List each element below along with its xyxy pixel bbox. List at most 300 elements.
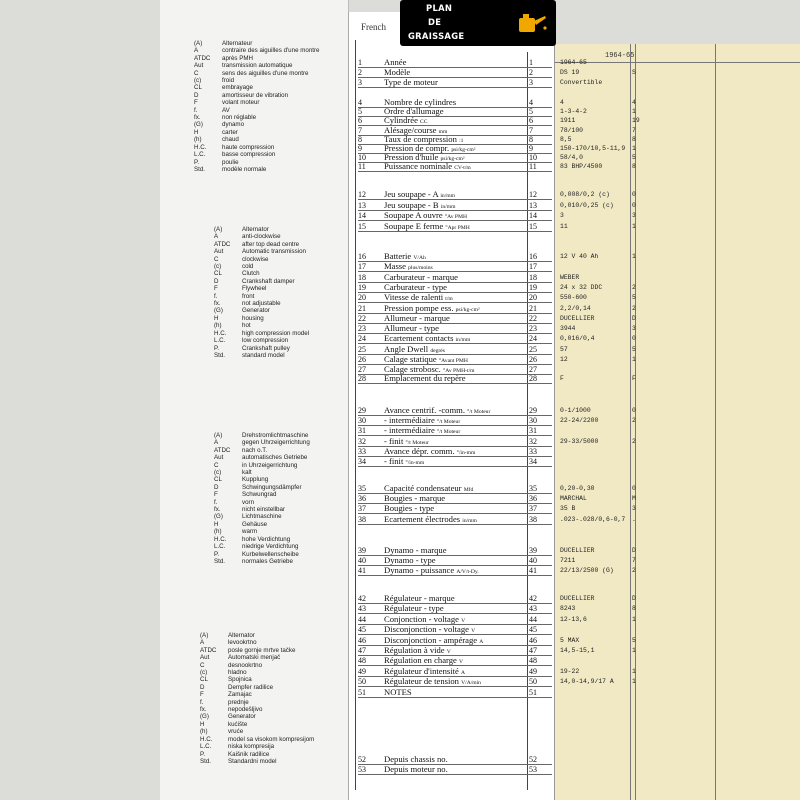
row-unit: mm — [438, 128, 448, 135]
value-model-2: M — [632, 495, 636, 503]
legend-meaning: kućište — [228, 720, 248, 728]
legend-abbreviation: L.C. — [214, 337, 226, 345]
row-number: 34 — [358, 457, 366, 466]
row-number-right: 40 — [529, 556, 537, 566]
legend-abbreviation: H — [200, 720, 205, 728]
legend-entry — [200, 691, 314, 698]
legend-entry — [194, 136, 320, 143]
legend-meaning: desnookrtno — [228, 661, 263, 669]
row-unit: V — [446, 649, 451, 655]
legend-abbreviation: (G) — [214, 307, 223, 315]
legend-meaning: niska kompresija — [228, 743, 275, 751]
row-label-text: Modèle — [384, 67, 411, 77]
row-label-text: - finit — [384, 456, 404, 466]
legend-entry — [214, 293, 309, 300]
row-number-right: 6 — [529, 116, 533, 126]
legend-abbreviation: CL — [214, 270, 222, 278]
value-model-1: 14,0-14,9/17 A — [560, 678, 614, 686]
legend-abbreviation: (G) — [194, 121, 203, 129]
legend-meaning: Alternator — [228, 632, 255, 639]
legend-meaning: warm — [242, 528, 258, 536]
row-label-text: Calage strobosc. — [384, 364, 441, 375]
row-label-text: Type de moteur — [384, 77, 438, 87]
value-model-1: 3944 — [560, 325, 576, 333]
row-number: 18 — [358, 272, 366, 282]
row-number-right: 24 — [529, 334, 537, 344]
value-model-2: 3 — [632, 325, 636, 333]
row-number-right: 21 — [529, 303, 537, 313]
legend-entry — [214, 476, 310, 483]
legend-abbreviation: (A) — [200, 632, 209, 639]
legend-meaning: standard model — [242, 351, 285, 359]
legend-abbreviation: Std. — [194, 165, 206, 173]
value-model-2: 1 — [632, 356, 636, 363]
row-number: 32 — [358, 436, 366, 446]
legend-entry — [214, 543, 310, 550]
legend-entry — [200, 669, 314, 676]
row-unit: °Avant PMH — [438, 358, 468, 364]
value-model-1: 24 x 32 DDC — [560, 283, 603, 291]
row-number: 45 — [358, 625, 366, 635]
badge-line-3: GRAISSAGE — [408, 31, 465, 41]
row-label-text: Pression pompe ess. — [384, 302, 454, 313]
legend-abbreviation: (c) — [200, 669, 208, 677]
legend-entry — [214, 330, 309, 337]
row-unit: °Av PMH — [444, 214, 468, 220]
legend-meaning: front — [242, 292, 255, 300]
legend-abbreviation: (G) — [200, 713, 209, 721]
legend-entry — [214, 491, 310, 498]
value-model-1: 29-33/5000 — [560, 437, 599, 445]
legend-entry — [214, 558, 310, 565]
row-number: 12 — [358, 190, 366, 199]
sheet-language: French — [361, 22, 386, 32]
row-rule — [358, 466, 552, 467]
value-model-2: 8 — [632, 135, 636, 143]
row-unit: V — [461, 617, 466, 624]
abbreviation-legend — [214, 432, 310, 565]
legend-abbreviation: H.C. — [214, 535, 227, 543]
legend-abbreviation: L.C. — [194, 151, 206, 159]
row-label-text: Pression d'huile — [384, 152, 439, 163]
row-unit: :1 — [459, 137, 464, 144]
row-number-right: 50 — [529, 677, 537, 687]
legend-meaning: Lichtmaschine — [242, 513, 282, 521]
legend-abbreviation: f. — [214, 292, 218, 300]
legend-abbreviation: P. — [200, 750, 206, 758]
row-number: 19 — [358, 282, 366, 292]
row-label-text: Allumeur - type — [384, 323, 439, 334]
row-unit: in/mm — [455, 337, 471, 344]
legend-meaning: clockwise — [242, 255, 269, 263]
legend-meaning: carter — [222, 128, 238, 136]
row-unit: °Apr PMH — [445, 224, 470, 231]
value-model-2: 5 — [632, 636, 636, 644]
row-number-right: 17 — [529, 262, 537, 272]
row-number-right: 5 — [529, 107, 533, 117]
row-number-right: 33 — [529, 446, 537, 456]
legend-entry — [214, 352, 309, 359]
oil-can-icon — [515, 8, 547, 38]
legend-entry — [194, 144, 320, 151]
row-number-right: 4 — [529, 98, 533, 107]
row-label-text: Allumeur - marque — [384, 312, 450, 323]
value-model-1: 19-22 — [560, 667, 580, 675]
value-model-1: 0,010/0,25 (c) — [560, 201, 614, 209]
legend-abbreviation: fx. — [200, 706, 207, 714]
legend-entry — [200, 699, 314, 706]
value-model-1: MARCHAL — [560, 495, 587, 503]
row-number-right: 1 — [529, 58, 533, 67]
legend-meaning: froid — [222, 77, 235, 85]
legend-meaning: model sa visokom kompresijom — [228, 735, 315, 743]
value-model-2: 1 — [632, 615, 636, 623]
legend-abbreviation: C — [214, 255, 219, 263]
row-rule — [358, 87, 552, 88]
row-number-right: 18 — [529, 272, 537, 282]
legend-meaning: high compression model — [242, 329, 310, 337]
abbreviation-legend — [194, 40, 320, 173]
row-number: 22 — [358, 313, 366, 323]
row-label-text: Vitesse de ralenti — [384, 292, 444, 303]
row-number: 5 — [358, 107, 362, 117]
row-number-right: 28 — [529, 374, 537, 383]
legend-meaning: amortisseur de vibration — [222, 91, 289, 99]
value-model-2: 19 — [632, 117, 640, 125]
row-label-text: Dynamo - marque — [384, 545, 447, 555]
legend-abbreviation: (h) — [214, 322, 222, 330]
legend-entry — [214, 322, 309, 329]
row-number-right: 41 — [529, 566, 537, 576]
legend-entry — [194, 107, 320, 114]
legend-meaning: housing — [242, 314, 264, 322]
legend-entry — [214, 513, 310, 520]
legend-abbreviation: (A) — [214, 226, 223, 233]
column-rule — [355, 40, 356, 790]
row-number: 15 — [358, 221, 366, 231]
row-unit: CC — [420, 119, 428, 126]
legend-meaning: levookrtno — [228, 639, 257, 647]
row-unit: in/mm — [462, 517, 477, 524]
badge-line-1: PLAN — [426, 3, 453, 13]
legend-abbreviation: Std. — [200, 757, 212, 765]
legend-meaning: niedrige Verdichtung — [242, 543, 299, 551]
legend-abbreviation: P. — [214, 550, 220, 558]
value-model-2: D — [632, 595, 636, 602]
legend-abbreviation: ATDC — [214, 240, 231, 248]
value-model-1: 8,5 — [560, 135, 572, 143]
value-model-1: DS 19 — [560, 69, 580, 76]
row-number: 41 — [358, 566, 366, 576]
row-number-right: 35 — [529, 484, 537, 493]
row-number-right: 9 — [529, 144, 533, 153]
legend-meaning: hohe Verdichtung — [242, 535, 291, 543]
legend-entry — [200, 736, 314, 743]
row-number-right: 51 — [529, 687, 537, 697]
legend-meaning: not adjustable — [242, 300, 281, 308]
legend-meaning: gegen Uhrzeigerrichtung — [242, 439, 310, 447]
value-model-1: 78/100 — [560, 126, 584, 134]
value-model-1: 550-600 — [560, 294, 587, 302]
legend-abbreviation: (h) — [214, 528, 222, 536]
legend-meaning: transmission automatique — [222, 62, 293, 70]
row-number: 2 — [358, 68, 362, 77]
legend-abbreviation: F — [194, 99, 198, 107]
row-label-text: Dynamo - puissance — [384, 565, 455, 576]
legend-entry — [214, 432, 310, 439]
legend-meaning: Kaišnik radilice — [228, 750, 270, 758]
legend-meaning: haute compression — [222, 143, 275, 151]
value-model-2: 4 — [632, 99, 636, 106]
row-label-text: Emplacement du repère — [384, 373, 466, 383]
legend-abbreviation: Aut — [194, 62, 204, 70]
legend-entry — [214, 307, 309, 314]
row-number-right: 34 — [529, 457, 537, 466]
value-model-1: 5 MAX — [560, 636, 580, 644]
row-unit: psi/kg-cm² — [455, 306, 480, 313]
row-label-text: Capacité condensateur — [384, 483, 462, 493]
row-label-text: - finit — [384, 435, 404, 446]
row-label-text: Régulateur - type — [384, 603, 444, 614]
row-number: 42 — [358, 594, 366, 603]
row-label-text: - intermédiaire — [384, 425, 435, 436]
value-model-2: 0 — [632, 485, 636, 492]
row-number-right: 27 — [529, 365, 537, 375]
legend-entry — [214, 499, 310, 506]
legend-abbreviation: C — [194, 69, 199, 77]
legend-entry — [214, 528, 310, 535]
value-model-1: 0,008/0,2 (c) — [560, 191, 610, 198]
legend-meaning: volant moteur — [222, 99, 260, 107]
value-model-1: 0-1/1000 — [560, 407, 591, 414]
legend-entry — [200, 728, 314, 735]
legend-entry — [214, 551, 310, 558]
abbreviation-legend — [214, 226, 309, 359]
row-label-text: Ecartement électrodes — [384, 513, 461, 524]
row-number-right: 26 — [529, 355, 537, 364]
year-header: 1964-65 — [605, 52, 635, 60]
row-rule — [358, 383, 552, 384]
row-number-right: 36 — [529, 494, 537, 504]
row-label-text: Dynamo - type — [384, 555, 436, 566]
row-number: 35 — [358, 484, 366, 493]
legend-meaning: Standardni model — [228, 757, 277, 765]
row-label-text: Carburateur - type — [384, 281, 447, 292]
row-number: 20 — [358, 293, 366, 303]
legend-meaning: Zamajac — [228, 691, 252, 699]
row-number: 43 — [358, 604, 366, 614]
row-label-text: Jeu soupape - A — [384, 189, 439, 199]
row-number: 53 — [358, 765, 366, 774]
value-model-1: 1911 — [560, 117, 576, 125]
row-label-text: Régulateur - marque — [384, 593, 455, 603]
legend-meaning: Automatski menjač — [228, 654, 281, 662]
legend-meaning: hladno — [228, 669, 247, 677]
legend-entry — [200, 662, 314, 669]
value-model-2: D — [632, 314, 636, 322]
legend-abbreviation: H — [194, 128, 199, 136]
row-number: 49 — [358, 666, 366, 676]
legend-abbreviation: (A) — [194, 40, 203, 47]
row-label-text: Conjonction - voltage — [384, 613, 459, 624]
row-unit: °Av PMH-t/m — [442, 368, 475, 375]
value-model-1: F — [560, 375, 564, 382]
row-label-text: Régulateur d'intensité — [384, 665, 459, 676]
row-unit: °/t Moteur — [467, 409, 491, 415]
row-unit: A — [460, 669, 466, 676]
legend-meaning: Flywheel — [242, 285, 267, 293]
row-label-text: Angle Dwell — [384, 343, 429, 354]
row-label-text: Disconjonction - ampérage — [384, 634, 478, 645]
row-number: 10 — [358, 153, 366, 163]
row-number: 37 — [358, 504, 366, 514]
row-label-text: - intermédiaire — [384, 415, 435, 426]
value-model-1: 14,5-15,1 — [560, 647, 595, 654]
row-number: 46 — [358, 635, 366, 645]
row-number-right: 44 — [529, 614, 537, 624]
row-number-right: 45 — [529, 625, 537, 635]
row-number-right: 15 — [529, 221, 537, 231]
legend-meaning: Clutch — [242, 270, 260, 278]
value-model-2: 0 — [632, 191, 636, 198]
legend-abbreviation: f. — [194, 106, 198, 114]
value-model-2: F — [632, 375, 636, 382]
legend-meaning: chaud — [222, 136, 239, 144]
legend-entry — [214, 447, 310, 454]
row-number: 30 — [358, 416, 366, 426]
value-model-2: 2 — [632, 417, 636, 425]
value-model-1: Convertible — [560, 79, 603, 86]
legend-meaning: non réglable — [222, 114, 257, 122]
row-number-right: 16 — [529, 252, 537, 261]
value-model-2: 1 — [632, 667, 636, 675]
legend-entry — [214, 454, 310, 461]
legend-abbreviation: A — [200, 639, 205, 647]
legend-abbreviation: A — [214, 233, 219, 241]
legend-abbreviation: f. — [214, 498, 218, 506]
legend-meaning: AV — [222, 106, 230, 114]
legend-abbreviation: (c) — [194, 77, 202, 85]
legend-abbreviation: D — [214, 483, 219, 491]
row-label-text: Régulation en charge — [384, 655, 457, 666]
legend-abbreviation: H.C. — [200, 735, 213, 743]
value-model-2: 3 — [632, 505, 636, 513]
value-model-2: D — [632, 547, 636, 554]
value-model-2: 7 — [632, 126, 636, 134]
legend-meaning: normales Getriebe — [242, 557, 293, 565]
legend-entry — [214, 462, 310, 469]
row-number: 38 — [358, 514, 366, 524]
legend-meaning: vorn — [242, 498, 255, 506]
row-rule — [358, 524, 552, 525]
value-model-1: DUCELLIER — [560, 595, 595, 602]
row-number: 40 — [358, 556, 366, 566]
row-number-right: 31 — [529, 426, 537, 436]
legend-meaning: low compression — [242, 337, 289, 345]
row-label-text: Jeu soupape - B — [384, 199, 439, 210]
value-model-2: 1 — [632, 145, 636, 152]
row-label-text: Puissance nominale — [384, 161, 453, 172]
legend-entry — [194, 47, 320, 54]
row-number-right: 42 — [529, 594, 537, 603]
row-number-right: 8 — [529, 134, 533, 144]
legend-entry — [194, 62, 320, 69]
legend-meaning: Spojnica — [228, 676, 252, 684]
value-model-2: 7 — [632, 557, 636, 565]
value-model-2: 5 — [632, 154, 636, 162]
row-label-text: Depuis chassis no. — [384, 754, 448, 764]
row-number-right: 13 — [529, 200, 537, 210]
row-number-right: 10 — [529, 153, 537, 163]
row-number: 33 — [358, 446, 366, 456]
row-number: 11 — [358, 162, 366, 172]
legend-abbreviation: (c) — [214, 263, 222, 271]
value-model-1: 0,20-0,30 — [560, 485, 595, 492]
legend-abbreviation: D — [200, 683, 205, 691]
legend-entry — [194, 40, 320, 47]
legend-meaning: nach o.T. — [242, 446, 268, 454]
row-number: 9 — [358, 144, 362, 153]
legend-abbreviation: fx. — [214, 300, 221, 308]
legend-meaning: nepodešljivo — [228, 706, 263, 714]
row-rule — [358, 697, 552, 698]
value-model-1: 11 — [560, 222, 568, 230]
legend-entry — [194, 92, 320, 99]
legend-meaning: automatisches Getriebe — [242, 454, 308, 462]
row-unit: V/A/min — [461, 680, 481, 687]
legend-abbreviation: f. — [200, 698, 204, 706]
legend-entry — [194, 151, 320, 158]
legend-abbreviation: (h) — [194, 136, 202, 144]
legend-meaning: Alternateur — [222, 40, 253, 47]
legend-meaning: cold — [242, 263, 254, 271]
legend-entry — [214, 263, 309, 270]
legend-abbreviation: CL — [214, 476, 222, 484]
value-model-1: 8243 — [560, 605, 576, 613]
row-unit: t/m — [445, 296, 453, 303]
row-number-right: 32 — [529, 436, 537, 446]
legend-meaning: contraire des aiguilles d'une montre — [222, 47, 320, 55]
value-model-2: 1 — [632, 647, 636, 654]
value-model-2: 3 — [632, 212, 636, 219]
data-sheet-header — [555, 48, 800, 63]
row-number: 14 — [358, 211, 366, 220]
row-label-text: Depuis moteur no. — [384, 764, 448, 774]
value-model-1: 7211 — [560, 557, 576, 565]
legend-entry — [214, 536, 310, 543]
legend-entry — [194, 129, 320, 136]
legend-meaning: Kurbelwellenscheibe — [242, 550, 299, 558]
legend-meaning: after top dead centre — [242, 240, 300, 248]
legend-meaning: poulie — [222, 158, 239, 166]
row-number: 27 — [358, 365, 366, 375]
legend-entry — [194, 84, 320, 91]
legend-entry — [214, 233, 309, 240]
legend-entry — [200, 632, 314, 639]
value-model-1: WEBER — [560, 273, 580, 281]
value-model-2: 0 — [632, 201, 636, 209]
value-model-1: 22/13/2500 (G) — [560, 567, 614, 575]
legend-entry — [214, 521, 310, 528]
row-label-text: Soupape E ferme — [384, 220, 444, 231]
row-unit: V — [459, 659, 464, 666]
legend-entry — [194, 114, 320, 121]
row-number: 39 — [358, 546, 366, 555]
column-rule — [630, 44, 631, 800]
row-number-right: 38 — [529, 514, 537, 524]
legend-abbreviation: A — [214, 439, 219, 447]
row-number: 50 — [358, 677, 366, 687]
